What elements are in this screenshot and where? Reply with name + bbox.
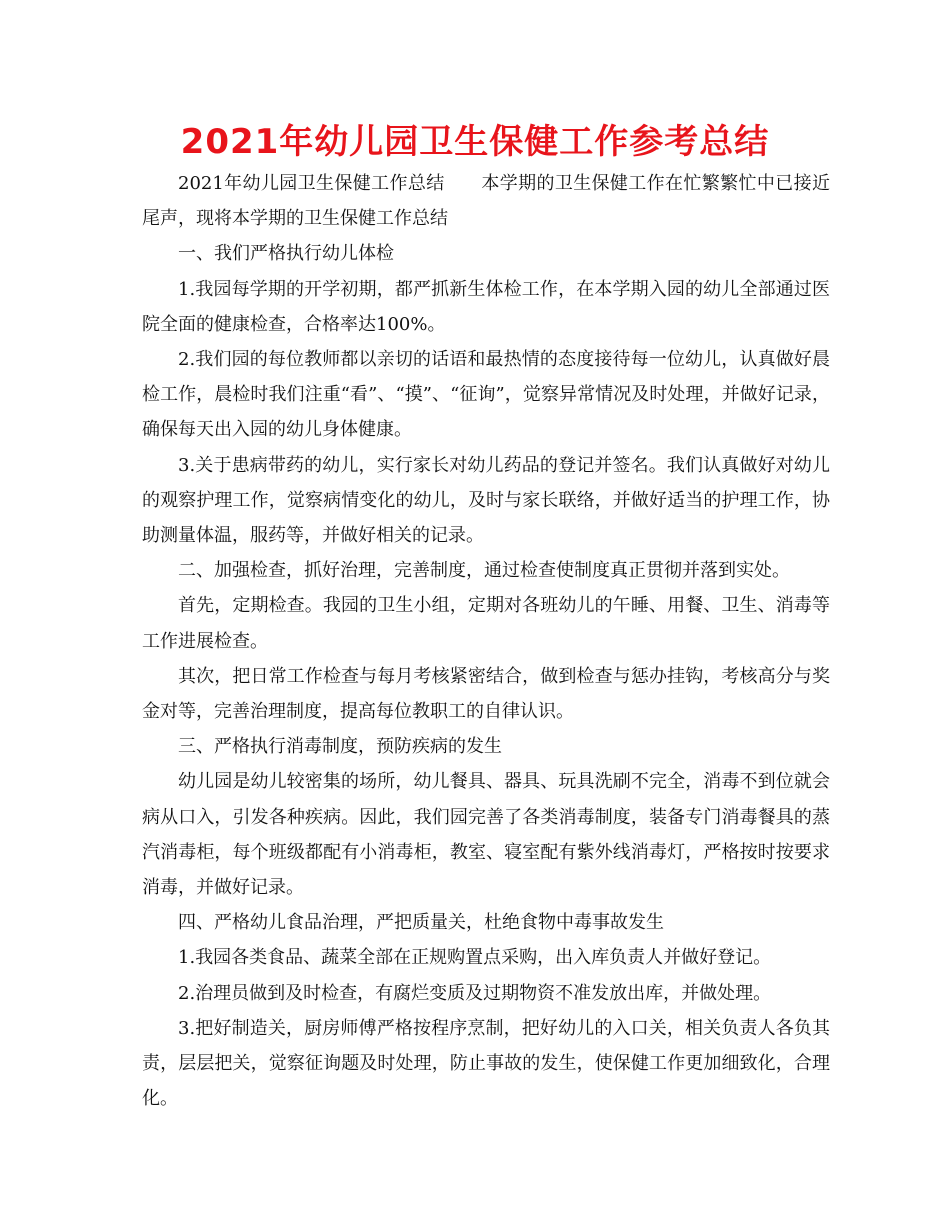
document-body xyxy=(142,166,830,1116)
heading-section-1: 一、我们严格执行幼儿体检 xyxy=(178,243,394,265)
paragraph-3-1: 幼儿园是幼儿较密集的场所，幼儿餐具、器具、玩具洗刷不完全，消毒不到位就会病从口入，引发各种疾病。因此，我们园完善了各类消毒制度，装备专门消毒餐具的蒸汽消毒柜，每个班级都配有小消毒柜，教室、寝室配有紫外线消毒灯，严格按时按要求消毒，并做好记录。 xyxy=(142,771,830,899)
heading-section-2: 二、加强检查，抓好治理，完善制度，通过检查使制度真正贯彻并落到实处。 xyxy=(178,560,790,582)
paragraph-1-3: 3.关于患病带药的幼儿，实行家长对幼儿药品的登记并签名。我们认真做好对幼儿的观察护理工作，觉察病情变化的幼儿，及时与家长联络，并做好适当的护理工作，协助测量体温，服药等，并做好相关的记录。 xyxy=(142,454,830,547)
heading-section-4: 四、严格幼儿食品治理，严把质量关，杜绝食物中毒事故发生 xyxy=(178,912,664,934)
paragraph-intro: 2021年幼儿园卫生保健工作总结 本学期的卫生保健工作在忙繁繁忙中已接近尾声，现将本学期的卫生保健工作总结 xyxy=(142,173,830,230)
paragraph-4-3: 3.把好制造关，厨房师傅严格按程序烹制，把好幼儿的入口关，相关负责人各负其责，层层把关，觉察征询题及时处理，防止事故的发生，使保健工作更加细致化，合理化。 xyxy=(142,1017,830,1110)
paragraph-1-2: 2.我们园的每位教师都以亲切的话语和最热情的态度接待每一位幼儿，认真做好晨检工作，晨检时我们注重“看”、“摸”、“征询”，觉察异常情况及时处理，并做好记录，确保每天出入园的幼儿身体健康。 xyxy=(142,349,830,441)
paragraph-4-1: 1.我园各类食品、蔬菜全部在正规购置点采购，出入库负责人并做好登记。 xyxy=(178,947,772,969)
heading-section-3: 三、严格执行消毒制度，预防疾病的发生 xyxy=(178,736,502,758)
paragraph-2-2: 其次，把日常工作检查与每月考核紧密结合，做到检查与惩办挂钩，考核高分与奖金对等，完善治理制度，提高每位教职工的自律认识。 xyxy=(142,665,830,723)
paragraph-4-2: 2.治理员做到及时检查，有腐烂变质及过期物资不准发放出库，并做处理。 xyxy=(178,982,772,1004)
paragraph-1-1: 1.我园每学期的开学初期，都严抓新生体检工作，在本学期入园的幼儿全部通过医院全面的健康检查，合格率达100%。 xyxy=(142,278,830,335)
paragraph-2-1: 首先，定期检查。我园的卫生小组，定期对各班幼儿的午睡、用餐、卫生、消毒等工作进展检查。 xyxy=(142,595,830,652)
document-title: 2021年幼儿园卫生保健工作参考总结 xyxy=(180,122,770,162)
